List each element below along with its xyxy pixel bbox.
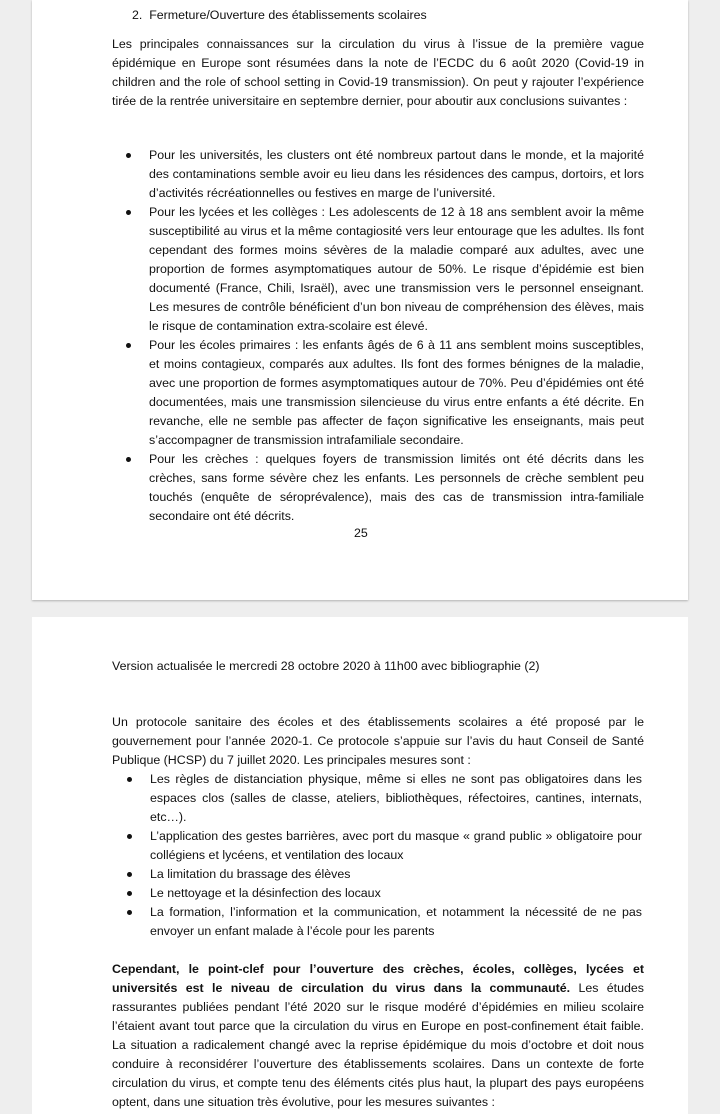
measures-list: [112, 770, 642, 941]
version-line: Version actualisée le mercredi 28 octobre 2020 à 11h00 avec bibliographie (2): [112, 659, 540, 673]
bullet-icon: [126, 210, 131, 215]
bullet-icon: [127, 777, 132, 782]
list-item: Le nettoyage et la désinfection des locaux: [112, 884, 642, 903]
list-item: Pour les lycées et les collèges : Les adolescents de 12 à 18 ans semblent avoir la même susceptibilité au virus et la même contagiosité vers leur entourage que les adultes. Ils font cependant des formes moins sévères de la maladie comparé aux adultes, avec une proportion de formes asymptomatiques autour de 50%. Le risque d’épidémie est bien documenté (France, Chili, Israël), avec une transmission vers le personnel enseignant. Les mesures de contrôle bénéficient d’un bon niveau de compréhension des élèves, mais le risque de contamination extra-scolaire est élevé.: [112, 203, 644, 336]
bullet-icon: [126, 457, 131, 462]
document-page-26: [32, 617, 688, 1114]
list-item: Pour les crèches : quelques foyers de transmission limités ont été décrits dans les crèches, sans forme sévère chez les enfants. Les personnels de crèche semblent peu touchés (enquête de séroprévalence), mais des cas de transmission intra-familiale secondaire ont été décrits.: [112, 450, 644, 526]
section-heading: 2. Fermeture/Ouverture des établissements scolaires: [132, 8, 427, 22]
conclusions-list: [112, 146, 644, 526]
list-item: Pour les universités, les clusters ont été nombreux partout dans le monde, et la majorité des contaminations semble avoir eu lieu dans les résidences des campus, dortoirs, et lors d’activités récréationnelles ou festives en marge de l’université.: [112, 146, 644, 203]
bullet-icon: [127, 834, 132, 839]
bullet-icon: [126, 343, 131, 348]
page-number: 25: [354, 526, 368, 540]
key-point-bold: Cependant, le point-clef pour l’ouverture des crèches, écoles, collèges, lycées et universités est le niveau de circulation du virus dans la communauté.: [112, 962, 644, 995]
protocol-paragraph: Un protocole sanitaire des écoles et des établissements scolaires a été proposé par le gouvernement pour l’année 2020-1. Ce protocole s’appuie sur l’avis du haut Conseil de Santé Publique (HCSP) du 7 juillet 2020. Les principales mesures sont :: [112, 715, 644, 767]
bullet-icon: [127, 872, 132, 877]
bullet-icon: [127, 891, 132, 896]
document-page-25: [32, 0, 688, 600]
bullet-icon: [127, 910, 132, 915]
key-point-text: Les études rassurantes publiées pendant l’été 2020 sur le risque modéré d’épidémies en milieu scolaire l’étaient avant tout parce que la circulation du virus en Europe en post-confinement était faible. La situation a radicalement changé avec la reprise épidémique du mois d’octobre et doit nous conduire à reconsidérer l’ouverture des établissements scolaires. Dans un contexte de forte circulation du virus, et compte tenu des éléments cités plus haut, la plupart des pays européens optent, dans une situation très évolutive, pour les mesures suivantes :: [112, 981, 644, 1109]
list-item: La formation, l’information et la communication, et notamment la nécessité de ne pas envoyer un enfant malade à l’école pour les parents: [112, 903, 642, 941]
list-item: Pour les écoles primaires : les enfants âgés de 6 à 11 ans semblent moins susceptibles, et moins contagieux, comparés aux adultes. Ils font des formes bénignes de la maladie, avec une proportion de formes asymptomatiques autour de 70%. Peu d’épidémies ont été documentées, mais une transmission silencieuse du virus entre enfants a été décrite. En revanche, elle ne semble pas affecter de façon significative les enseignants, mais peut s’accompagner de transmission intrafamiliale secondaire.: [112, 336, 644, 450]
key-point-paragraph: [112, 960, 644, 1112]
list-item: La limitation du brassage des élèves: [112, 865, 642, 884]
list-item: L’application des gestes barrières, avec port du masque « grand public » obligatoire pour collégiens et lycéens, et ventilation des locaux: [112, 827, 642, 865]
list-item: Les règles de distanciation physique, même si elles ne sont pas obligatoires dans les espaces clos (salles de classe, ateliers, bibliothèques, réfectoires, cantines, internats, etc…).: [112, 770, 642, 827]
intro-paragraph: Les principales connaissances sur la circulation du virus à l’issue de la première vague épidémique en Europe sont résumées dans la note de l’ECDC du 6 août 2020 (Covid-19 in children and the role of school setting in Covid-19 transmission). On peut y rajouter l’expérience tirée de la rentrée universitaire en septembre dernier, pour aboutir aux conclusions suivantes :: [112, 37, 644, 108]
bullet-icon: [126, 153, 131, 158]
